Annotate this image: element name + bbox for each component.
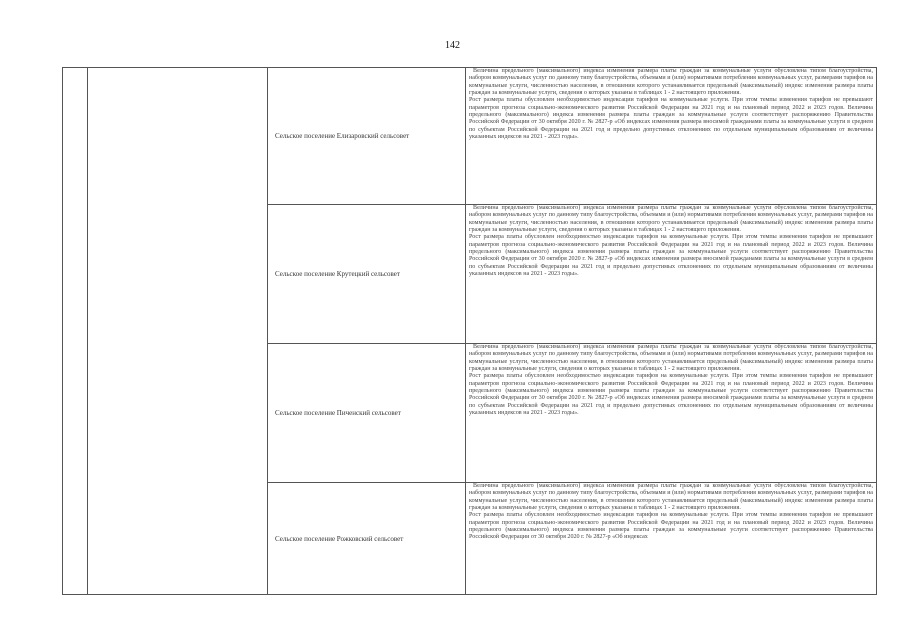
settlement-name: Сельское поселение Елизаровский сельсовет: [268, 68, 466, 205]
justification-paragraph: Величина предельного (максимального) индекса изменения размера платы граждан за коммунальные услуги обусловлена типом благоустройства, набором коммунальных услуг по данному типу благоустройства, объемами и (или) нормативами потребления коммунальных услуг, размерами тарифов на коммунальные услуги, численностью населения, в отношении которого устанавливается предельный (максимальный) индекс изменения размера платы граждан за коммунальные услуги, сведения о которых указаны в таблицах 1 - 2 настоящего приложения.: [469, 483, 873, 512]
justification-paragraph: Рост размера платы обусловлен необходимостью индексации тарифов на коммунальные услуги. При этом темпы изменения тарифов не превышают параметров прогноза социально-экономического развития Российской Федерации на 2021 год и на плановый период 2022 и 2023 годов. Величина предельного (максимального) индекса изменения размера платы граждан за коммунальные услуги соответствует распоряжению Правительства Российской Федерации от 30 октября 2020 г. № 2827-р «Об индексах изменения размера вносимой гражданами платы за коммунальные услуги в среднем по субъектам Российской Федерации на 2021 год и предельно допустимых отклонениях по отдельным муниципальным образованиям от величины указанных индексов на 2021 - 2023 годы».: [469, 373, 873, 417]
justification-paragraph: Величина предельного (максимального) индекса изменения размера платы граждан за коммунальные услуги обусловлена типом благоустройства, набором коммунальных услуг по данному типу благоустройства, объемами и (или) нормативами потребления коммунальных услуг, размерами тарифов на коммунальные услуги, численностью населения, в отношении которого устанавливается предельный (максимальный) индекс изменения размера платы граждан за коммунальные услуги, сведения о которых указаны в таблицах 1 - 2 настоящего приложения.: [469, 68, 873, 97]
justification-cell: [466, 205, 877, 344]
table-row: [63, 68, 877, 205]
page-number: 142: [445, 40, 460, 51]
district-cell: [88, 68, 268, 595]
justification-cell: [466, 68, 877, 205]
number-cell: [63, 68, 88, 595]
settlement-name: Сельское поселение Пиченский сельсовет: [268, 344, 466, 483]
justification-cell: [466, 344, 877, 483]
justification-paragraph: Величина предельного (максимального) индекса изменения размера платы граждан за коммунальные услуги обусловлена типом благоустройства, набором коммунальных услуг по данному типу благоустройства, объемами и (или) нормативами потребления коммунальных услуг, размерами тарифов на коммунальные услуги, численностью населения, в отношении которого устанавливается предельный (максимальный) индекс изменения размера платы граждан за коммунальные услуги, сведения о которых указаны в таблицах 1 - 2 настоящего приложения.: [469, 205, 873, 234]
justification-paragraph: Рост размера платы обусловлен необходимостью индексации тарифов на коммунальные услуги. При этом темпы изменения тарифов не превышают параметров прогноза социально-экономического развития Российской Федерации на 2021 год и на плановый период 2022 и 2023 годов. Величина предельного (максимального) индекса изменения размера платы граждан за коммунальные услуги соответствует распоряжению Правительства Российской Федерации от 30 октября 2020 г. № 2827-р «Об индексах: [469, 512, 873, 541]
justification-paragraph: Величина предельного (максимального) индекса изменения размера платы граждан за коммунальные услуги обусловлена типом благоустройства, набором коммунальных услуг по данному типу благоустройства, объемами и (или) нормативами потребления коммунальных услуг, размерами тарифов на коммунальные услуги, численностью населения, в отношении которого устанавливается предельный (максимальный) индекс изменения размера платы граждан за коммунальные услуги, сведения о которых указаны в таблицах 1 - 2 настоящего приложения.: [469, 344, 873, 373]
settlements-table: [62, 67, 877, 595]
justification-paragraph: Рост размера платы обусловлен необходимостью индексации тарифов на коммунальные услуги. При этом темпы изменения тарифов не превышают параметров прогноза социально-экономического развития Российской Федерации на 2021 год и на плановый период 2022 и 2023 годов. Величина предельного (максимального) индекса изменения размера платы граждан за коммунальные услуги соответствует распоряжению Правительства Российской Федерации от 30 октября 2020 г. № 2827-р «Об индексах изменения размера вносимой гражданами платы за коммунальные услуги в среднем по субъектам Российской Федерации на 2021 год и предельно допустимых отклонениях по отдельным муниципальным образованиям от величины указанных индексов на 2021 - 2023 годы».: [469, 97, 873, 141]
settlement-name: Сельское поселение Крутецкий сельсовет: [268, 205, 466, 344]
justification-paragraph: Рост размера платы обусловлен необходимостью индексации тарифов на коммунальные услуги. При этом темпы изменения тарифов не превышают параметров прогноза социально-экономического развития Российской Федерации на 2021 год и на плановый период 2022 и 2023 годов. Величина предельного (максимального) индекса изменения размера платы граждан за коммунальные услуги соответствует распоряжению Правительства Российской Федерации от 30 октября 2020 г. № 2827-р «Об индексах изменения размера вносимой гражданами платы за коммунальные услуги в среднем по субъектам Российской Федерации на 2021 год и предельно допустимых отклонениях по отдельным муниципальным образованиям от величины указанных индексов на 2021 - 2023 годы».: [469, 234, 873, 278]
justification-cell: [466, 483, 877, 595]
settlement-name: Сельское поселение Рожковский сельсовет: [268, 483, 466, 595]
